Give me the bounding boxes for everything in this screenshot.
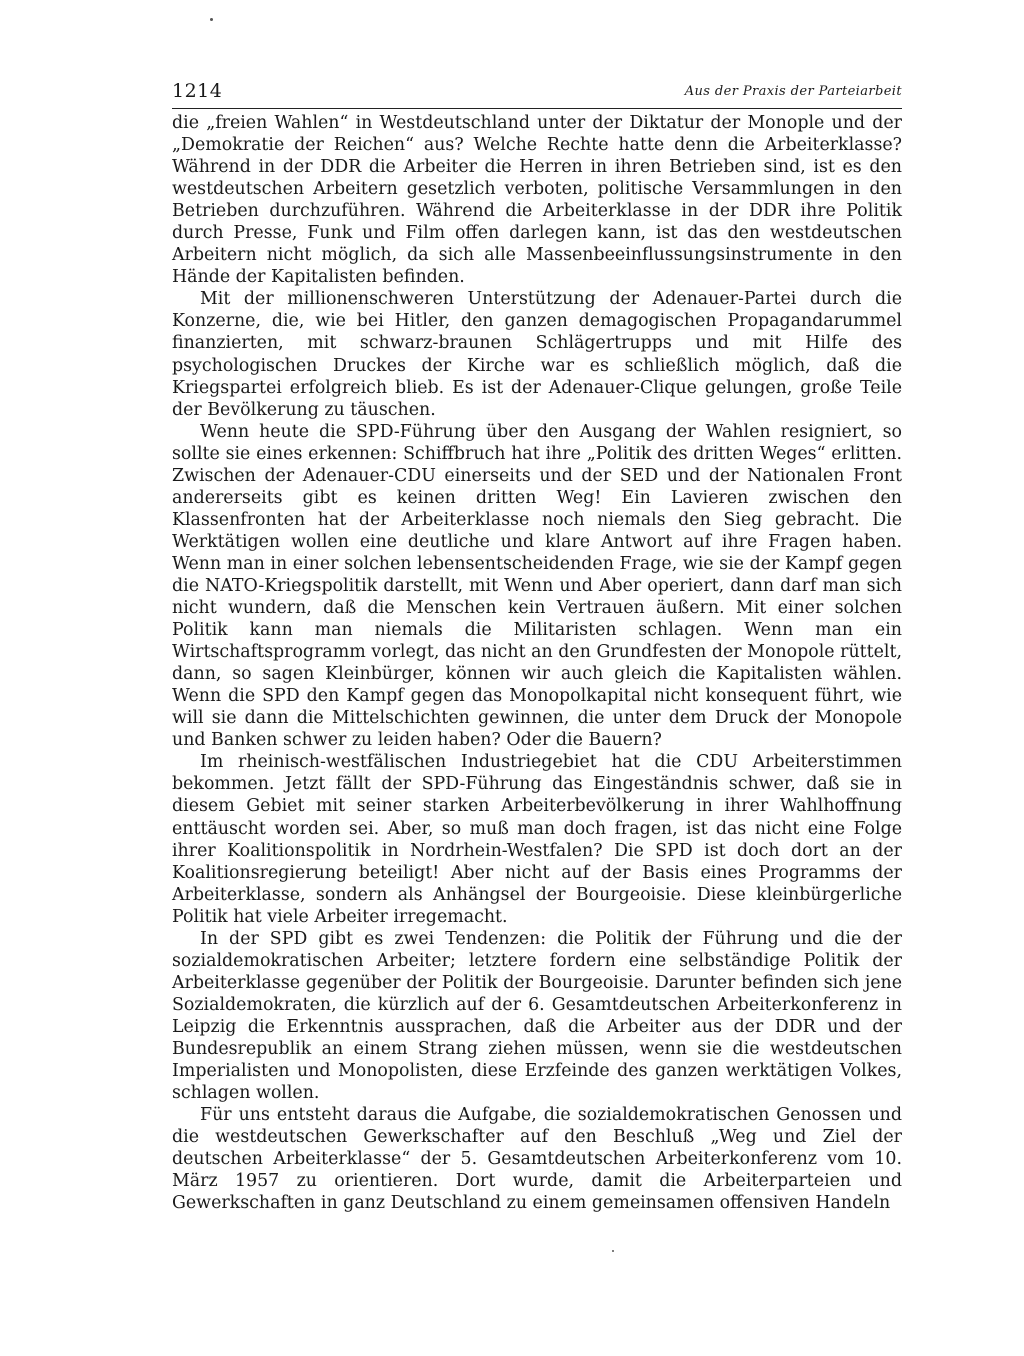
page-number: 1214 — [172, 80, 223, 102]
print-speck — [612, 1250, 614, 1252]
paragraph-4: Im rheinisch-westfälischen Industriegebiet hat die CDU Arbeiterstimmen bekommen. Jetzt fällt der SPD-Führung das Eingeständnis schwer, daß sie in diesem Gebiet mit seiner starken Arbeiterbevölkerung in ihrer Wahlhoffnung enttäuscht worden sei. Aber, so muß man doch fragen, ist das nicht eine Folge ihrer Koalitionspolitik in Nordrhein-Westfalen? Die SPD ist doch dort an der Koalitionsregierung beteiligt! Aber nicht auf der Basis eines Programms der Arbeiterklasse, sondern als Anhängsel der Bourgeoisie. Diese kleinbürgerliche Politik hat viele Arbeiter irregemacht. — [172, 752, 902, 927]
document-page — [172, 78, 902, 1214]
paragraph-5: In der SPD gibt es zwei Tendenzen: die Politik der Führung und die der sozialdemokratischen Arbeiter; letztere fordern eine selbständige Politik der Arbeiterklasse gegenüber der Politik der Bourgeoisie. Darunter befinden sich jene Sozialdemokraten, die kürzlich auf der 6. Gesamtdeutschen Arbeiterkonferenz in Leipzig die Erkenntnis aussprachen, daß die Arbeiter aus der DDR und der Bundesrepublik an einem Strang ziehen müssen, wenn sie die westdeutschen Imperialisten und Monopolisten, diese Erzfeinde des ganzen werktätigen Volkes, schlagen wollen. — [172, 928, 902, 1104]
header-rule — [172, 108, 902, 109]
running-title: Aus der Praxis der Parteiarbeit — [684, 84, 902, 99]
paragraph-3: Wenn heute die SPD-Führung über den Ausgang der Wahlen resigniert, so sollte sie eines erkennen: Schiffbruch hat ihre „Politik des dritten Weges“ erlitten. Zwischen der Adenauer-CDU einerseits und der SED und der Nationalen Front andererseits gibt es keinen dritten Weg! Ein Lavieren zwischen den Klassenfronten hat der Arbeiterklasse noch niemals den Sieg gebracht. Die Werktätigen wollen eine deutliche und klare Antwort auf ihre Fragen haben. Wenn man in einer solchen lebensentscheidenden Frage, wie sie der Kampf gegen die NATO-Kriegspolitik darstellt, mit Wenn und Aber operiert, dann darf man sich nicht wundern, daß die Menschen kein Vertrauen äußern. Mit einer solchen Politik kann man niemals die Militaristen schlagen. Wenn man ein Wirtschaftsprogramm vorlegt, das nicht an den Grundfesten der Monopole rüttelt, dann, so sagen Kleinbürger, können wir auch gleich die Kapitalisten wählen. Wenn die SPD den Kampf gegen das Monopolkapital nicht konsequent führt, wie will sie dann die Mittelschichten gewinnen, die unter dem Druck der Monopole und Banken schwer zu leiden haben? Oder die Bauern? — [172, 421, 902, 751]
page-header — [172, 78, 902, 112]
body-text — [172, 112, 902, 1214]
paragraph-2: Mit der millionenschweren Unterstützung der Adenauer-Partei durch die Konzerne, die, wie bei Hitler, den ganzen demagogischen Propagandarummel finanzierten, mit schwarz-braunen Schlägertrupps und mit Hilfe des psychologischen Druckes der Kirche war es schließlich möglich, daß die Kriegspartei erfolgreich blieb. Es ist der Adenauer-Clique gelungen, große Teile der Bevölkerung zu täuschen. — [172, 289, 902, 420]
paragraph-6: Für uns entsteht daraus die Aufgabe, die sozialdemokratischen Genossen und die westdeutschen Gewerkschafter auf den Beschluß „Weg und Ziel der deutschen Arbeiterklasse“ der 5. Gesamtdeutschen Arbeiterkonferenz vom 10. März 1957 zu orientieren. Dort wurde, damit die Arbeiterparteien und Gewerkschaften in ganz Deutschland zu einem gemeinsamen offensiven Handeln — [172, 1105, 902, 1214]
paragraph-1: die „freien Wahlen“ in Westdeutschland unter der Diktatur der Monople und der „Demokratie der Reichen“ aus? Welche Rechte hatte denn die Arbeiterklasse? Während in der DDR die Arbeiter die Herren in ihren Betrieben sind, ist es den westdeutschen Arbeitern gesetzlich verboten, politische Versammlungen in den Betrieben durchzuführen. Während die Arbeiterklasse in der DDR ihre Politik durch Presse, Funk und Film offen darlegen kann, ist das den westdeutschen Arbeitern nicht möglich, da sich alle Massenbeeinflussungsinstrumente in den Hände der Kapitalisten befinden. — [172, 113, 902, 288]
print-speck — [210, 18, 213, 21]
